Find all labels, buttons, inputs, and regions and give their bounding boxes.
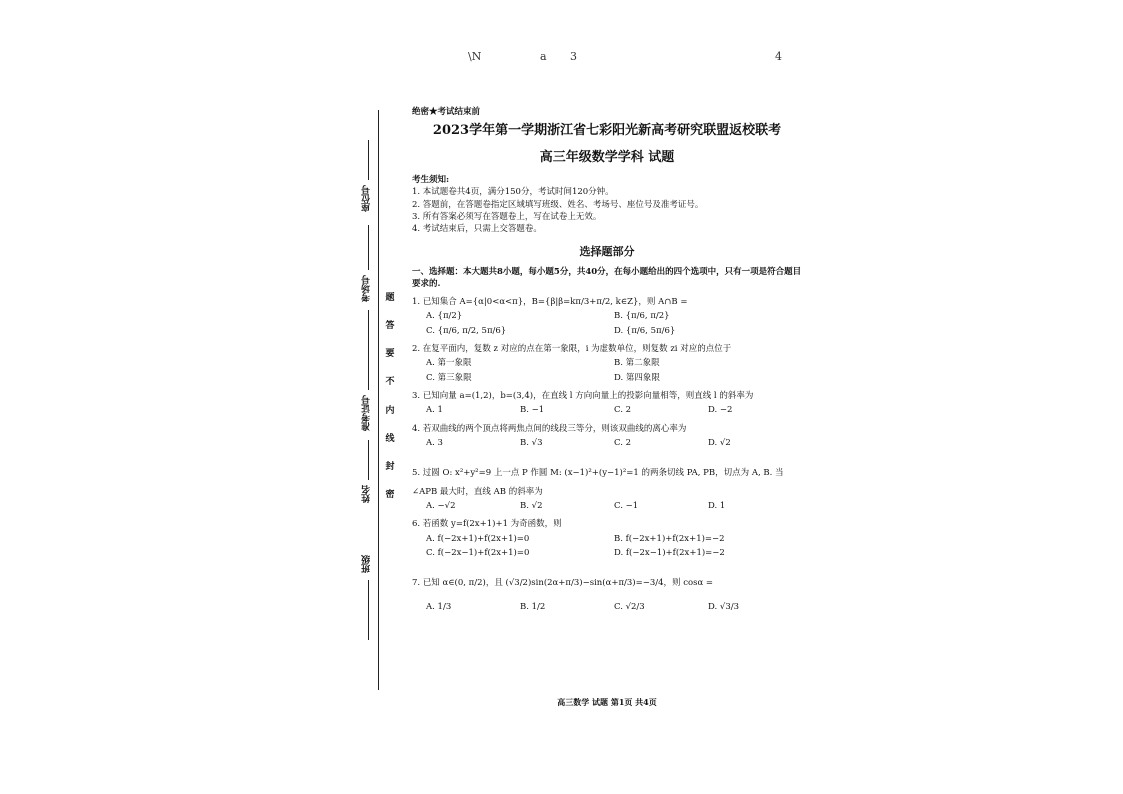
seat-label: 座位号 (362, 185, 372, 212)
question-5-options (412, 500, 802, 512)
question-4-options (412, 437, 802, 449)
binding-line (378, 110, 379, 690)
option-c: C. −1 (614, 500, 639, 511)
question-5-continued: ∠APB 最大时，直线 AB 的斜率为 (412, 486, 543, 497)
name-label: 姓名 (362, 485, 372, 503)
seal-char: 密 (385, 489, 395, 500)
notice-heading: 考生须知: (412, 175, 450, 185)
option-d: D. 第四象限 (614, 372, 660, 383)
option-b: B. {π/6, π/2} (614, 311, 670, 322)
exam-no-field[interactable] (368, 310, 369, 390)
scan-mark: 3 (570, 50, 577, 63)
question-5: 5. 过圆 O: x²+y²=9 上一点 P 作圆 M: (x−1)²+(y−1)²=1 的两条切线 PA, PB，切点为 A, B. 当 (412, 468, 784, 479)
class-label: 班级 (362, 555, 372, 573)
option-c: C. f(−2x−1)+f(2x+1)=0 (426, 547, 530, 558)
seal-char: 不 (385, 377, 395, 388)
notice-item: 3. 所有答案必须写在答题卷上，写在试卷上无效。 (412, 211, 602, 222)
question-7-options (412, 601, 802, 613)
option-d: D. f(−2x−1)+f(2x+1)=−2 (614, 547, 725, 558)
seal-char: 题 (385, 293, 395, 303)
seal-char: 内 (385, 405, 395, 416)
exam-subtitle: 高三年级数学学科 试题 (539, 150, 675, 166)
option-b: B. √3 (520, 437, 543, 448)
question-2-options (412, 357, 802, 384)
option-b: B. √2 (520, 500, 543, 511)
option-d: D. −2 (708, 405, 733, 416)
question-3-options (412, 404, 802, 416)
question-3: 3. 已知向量 a=(1,2)，b=(3,4)，在直线 l 方向向量上的投影向量相等，则直线 l 的斜率为 (412, 391, 754, 401)
option-a: A. 1 (426, 405, 443, 416)
option-b: B. 1/2 (520, 602, 546, 613)
question-1: 1. 已知集合 A={α|0<α<π}，B={β|β=kπ/3+π/2, k∈Z}，则 A∩B = (412, 297, 688, 308)
class-field[interactable] (368, 580, 369, 640)
option-b: B. 第二象限 (614, 358, 660, 369)
seal-char: 线 (385, 433, 395, 444)
option-c: C. 2 (614, 405, 632, 416)
seal-char: 封 (385, 461, 395, 472)
seal-char: 要 (385, 349, 395, 360)
page-footer: 高三数学 试题 第1页 共4页 (557, 697, 657, 707)
option-a: A. 1/3 (426, 602, 452, 613)
option-b: B. −1 (520, 405, 545, 416)
exam-paper (412, 106, 802, 618)
option-d: D. {π/6, 5π/6} (614, 325, 676, 336)
notice (412, 174, 802, 236)
seal-warning (383, 290, 397, 500)
room-field[interactable] (368, 225, 369, 270)
seal-char: 答 (385, 321, 395, 332)
seat-field[interactable] (368, 140, 369, 180)
option-c: C. 第三象限 (426, 372, 472, 383)
exam-no-label: 准考证号 (362, 395, 372, 431)
notice-item: 1. 本试题卷共4页，满分150分，考试时间120分钟。 (412, 187, 614, 198)
notice-item: 4. 考试结束后，只需上交答题卷。 (412, 224, 542, 235)
option-d: D. 1 (708, 500, 726, 511)
option-b: B. f(−2x+1)+f(2x+1)=−2 (614, 533, 725, 544)
option-c: C. 2 (614, 437, 632, 448)
name-field[interactable] (368, 440, 369, 480)
option-a: A. 第一象限 (426, 358, 472, 369)
scan-mark: a (540, 50, 547, 63)
room-label: 考场号 (362, 275, 372, 302)
question-4: 4. 若双曲线的两个顶点将两焦点间的线段三等分，则该双曲线的离心率为 (412, 423, 687, 434)
section-intro: 一、选择题：本大题共8小题，每小题5分，共40分，在每小题给出的四个选项中，只有一项是符合题目要求的. (412, 266, 802, 289)
secret-mark: 绝密★考试结束前 (412, 107, 481, 117)
option-c: C. √2/3 (614, 602, 645, 613)
question-7: 7. 已知 α∈(0, π/2)，且 (√3/2)sin(2α+π/3)−sin(α+π/3)=−3/4，则 cosα = (412, 578, 714, 589)
option-a: A. 3 (426, 437, 443, 448)
question-6: 6. 若函数 y=f(2x+1)+1 为奇函数，则 (412, 519, 562, 530)
option-a: A. −√2 (426, 500, 456, 511)
scan-mark: 4 (775, 50, 782, 63)
option-d: D. √3/3 (708, 602, 740, 613)
question-1-options (412, 310, 802, 337)
section-title: 选择题部分 (579, 244, 635, 258)
option-d: D. √2 (708, 437, 731, 448)
exam-title: 2023学年第一学期浙江省七彩阳光新高考研究联盟返校联考 (432, 123, 782, 139)
question-6-options (412, 533, 802, 560)
option-a: A. {π/2} (426, 311, 463, 322)
question-2: 2. 在复平面内，复数 z 对应的点在第一象限，i 为虚数单位，则复数 zi 对应的点位于 (412, 344, 732, 355)
scan-mark: \N (468, 50, 482, 63)
option-c: C. {π/6, π/2, 5π/6} (426, 325, 507, 336)
notice-item: 2. 答题前，在答题卷指定区域填写班级、姓名、考场号、座位号及准考证号。 (412, 199, 704, 210)
option-a: A. f(−2x+1)+f(2x+1)=0 (426, 533, 530, 544)
